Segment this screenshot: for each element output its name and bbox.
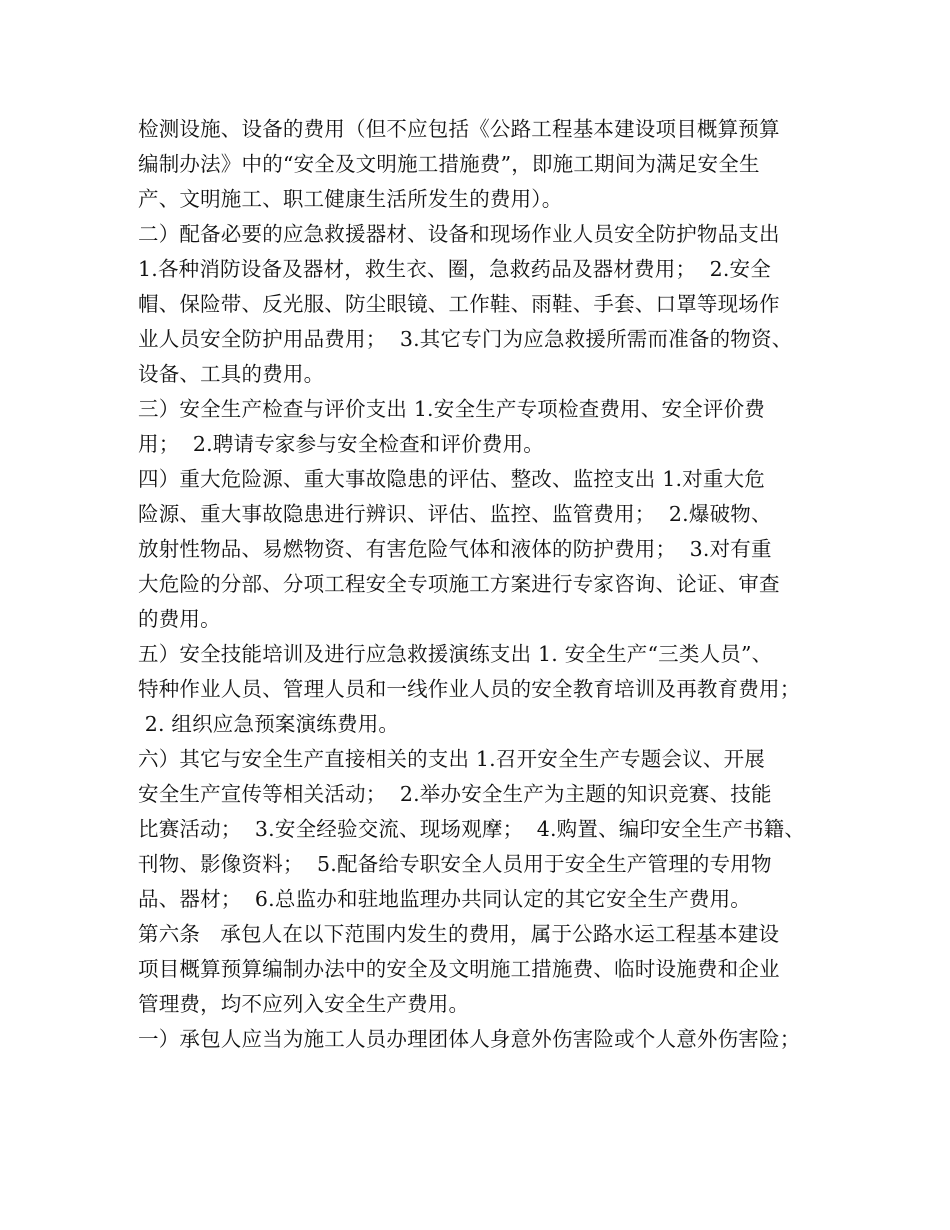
text-line: 用； 2.聘请专家参与安全检查和评价费用。 [138,432,544,456]
text-line: 大危险的分部、分项工程安全专项施工方案进行专家咨询、论证、审查 [138,572,780,596]
text-line: 设备、工具的费用。 [138,362,325,386]
section-heading-line: 一）承包人应当为施工人员办理团体人身意外伤害险或个人意外伤害险； [138,1027,801,1051]
text-line: 产、文明施工、职工健康生活所发生的费用）。 [138,187,563,211]
text-line: 2. 组织应急预案演练费用。 [138,712,400,736]
text-line: 业人员安全防护用品费用； 3.其它专门为应急救援所需而准备的物资、 [138,327,793,351]
section-heading-line: 四）重大危险源、重大事故隐患的评估、整改、监控支出 1.对重大危 [138,467,765,491]
text-line: 1.各种消防设备及器材，救生衣、圈，急救药品及器材费用； 2.安全 [138,257,771,281]
text-line: 检测设施、设备的费用（但不应包括《公路工程基本建设项目概算预算 [138,117,780,141]
section-heading-line: 六）其它与安全生产直接相关的支出 1.召开安全生产专题会议、开展 [138,747,765,771]
text-line: 刊物、影像资料； 5.配备给专职安全人员用于安全生产管理的专用物 [138,852,772,876]
text-line: 品、器材； 6.总监办和驻地监理办共同认定的其它安全生产费用。 [138,887,751,911]
article-heading-line: 第六条 承包人在以下范围内发生的费用，属于公路水运工程基本建设 [138,922,780,946]
section-heading-line: 五）安全技能培训及进行应急救援演练支出 1. 安全生产“三类人员”、 [138,642,773,666]
text-line: 帽、保险带、反光服、防尘眼镜、工作鞋、雨鞋、手套、口罩等现场作 [138,292,780,316]
text-line: 比赛活动； 3.安全经验交流、现场观摩； 4.购置、编印安全生产书籍、 [138,817,806,841]
text-line: 的费用。 [138,607,221,631]
text-line: 编制办法》中的“安全及文明施工措施费”，即施工期间为满足安全生 [138,152,760,176]
text-line: 放射性物品、易燃物资、有害危险气体和液体的防护费用； 3.对有重 [138,537,772,561]
text-line: 管理费，均不应列入安全生产费用。 [138,992,470,1016]
section-heading-line: 二）配备必要的应急救援器材、设备和现场作业人员安全防护物品支出 [138,222,780,246]
text-line: 特种作业人员、管理人员和一线作业人员的安全教育培训及再教育费用； [138,677,801,701]
text-line: 项目概算预算编制办法中的安全及文明施工措施费、临时设施费和企业 [138,957,780,981]
text-line: 安全生产宣传等相关活动； 2.举办安全生产为主题的知识竞赛、技能 [138,782,772,806]
document-body [138,112,818,1057]
text-line: 险源、重大事故隐患进行辨识、评估、监控、监管费用； 2.爆破物、 [138,502,772,526]
section-heading-line: 三）安全生产检查与评价支出 1.安全生产专项检查费用、安全评价费 [138,397,765,421]
